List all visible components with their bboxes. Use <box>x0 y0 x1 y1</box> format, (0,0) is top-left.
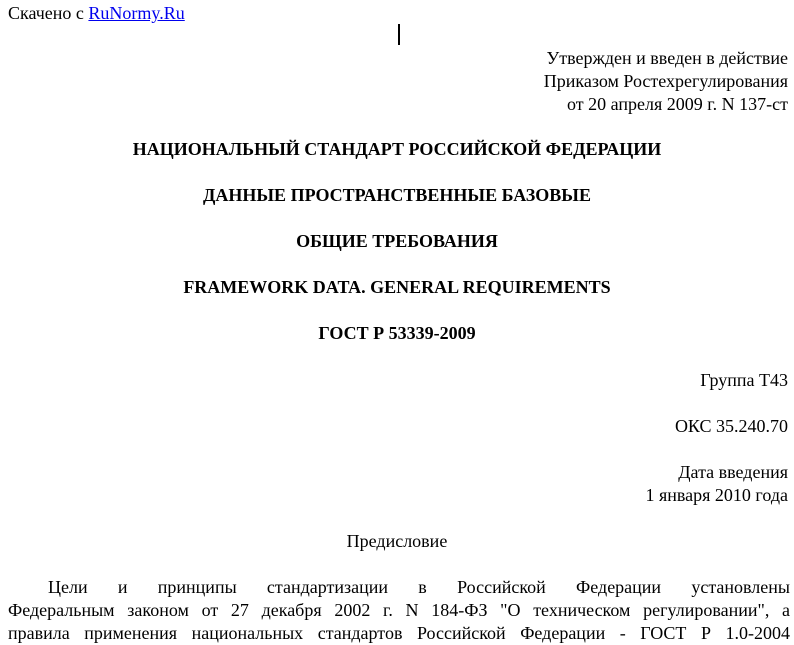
paragraph-line: правила применения национальных стандартов Российской Федерации - ГОСТ Р 1.0-2004 <box>8 623 790 643</box>
paragraph-line: Цели и принципы стандартизации в Российской Федерации установлены <box>48 577 790 597</box>
oks-code: ОКС 35.240.70 <box>674 416 788 436</box>
standard-code: ГОСТ Р 53339-2009 <box>318 323 476 343</box>
standard-heading: НАЦИОНАЛЬНЫЙ СТАНДАРТ РОССИЙСКОЙ ФЕДЕРАЦИИ <box>132 139 662 159</box>
preface-heading: Предисловие <box>346 531 448 551</box>
source-link[interactable]: RuNormy.Ru <box>88 3 185 23</box>
effective-date-block <box>645 461 788 507</box>
approval-line: Утвержден и введен в действие <box>546 48 788 68</box>
document-subtitle: ОБЩИЕ ТРЕБОВАНИЯ <box>296 231 498 251</box>
english-title: FRAMEWORK DATA. GENERAL REQUIREMENTS <box>183 277 611 297</box>
text-cursor <box>398 24 400 45</box>
approval-line: от 20 апреля 2009 г. N 137-ст <box>567 94 788 114</box>
source-prefix: Скачено с <box>8 3 84 23</box>
effective-date-label: Дата введения <box>678 462 788 482</box>
approval-line: Приказом Ростехрегулирования <box>543 71 788 91</box>
preface-paragraph <box>8 576 790 645</box>
document-title: ДАННЫЕ ПРОСТРАНСТВЕННЫЕ БАЗОВЫЕ <box>203 185 591 205</box>
approval-block <box>544 47 788 116</box>
group-code: Группа Т43 <box>700 370 788 390</box>
effective-date-value: 1 января 2010 года <box>645 485 788 505</box>
paragraph-line: Федеральным законом от 27 декабря 2002 г. N 184-ФЗ "О техническом регулировании", а <box>8 600 790 620</box>
source-line <box>8 2 185 25</box>
